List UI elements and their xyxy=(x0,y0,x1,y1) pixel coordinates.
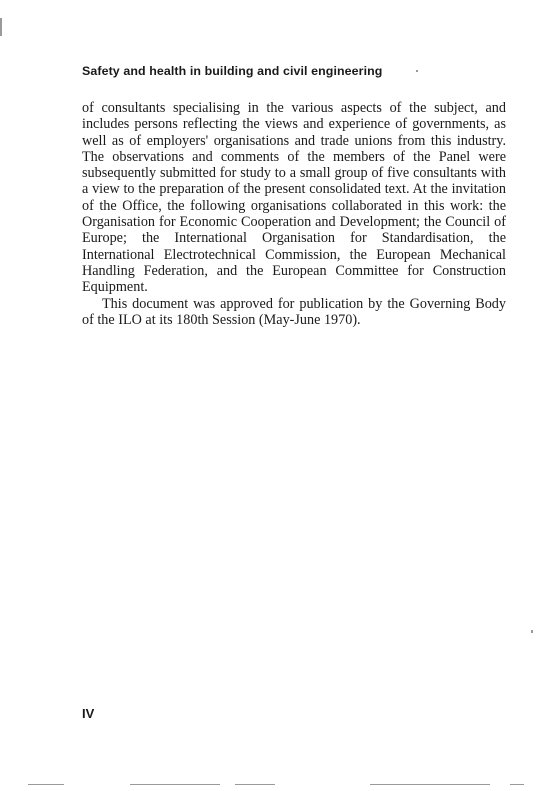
scan-bottom-line xyxy=(370,784,490,785)
paragraph-approval: This document was approved for publication by the Governing Body of the ILO at its 180th Session (May-June 1970). xyxy=(82,295,506,328)
page-number: IV xyxy=(82,706,95,721)
body-text xyxy=(82,100,506,328)
scan-speck xyxy=(531,630,533,633)
scan-speck xyxy=(416,70,418,72)
scan-bottom-line xyxy=(130,784,220,785)
scan-edge-mark xyxy=(0,18,2,36)
paragraph-continued: of consultants specialising in the various aspects of the subject, and includes persons reflecting the views and experience of governments, as well as of employers' organisations and trade unions from this industry. The observations and comments of the members of the Panel were subsequently submitted for study to a small group of five consultants with a view to the preparation of the present consolidated text. At the invitation of the Office, the following organisations collaborated in this work: the Organisation for Economic Cooperation and Development; the Council of Europe; the International Organisation for Standardisation, the International Electrotechnical Commission, the European Mechanical Handling Federation, and the European Committee for Construction Equipment. xyxy=(82,100,506,296)
scan-bottom-line xyxy=(28,784,64,785)
scan-bottom-line xyxy=(510,784,524,785)
running-header: Safety and health in building and civil engineering xyxy=(82,64,383,78)
scan-bottom-line xyxy=(235,784,275,785)
